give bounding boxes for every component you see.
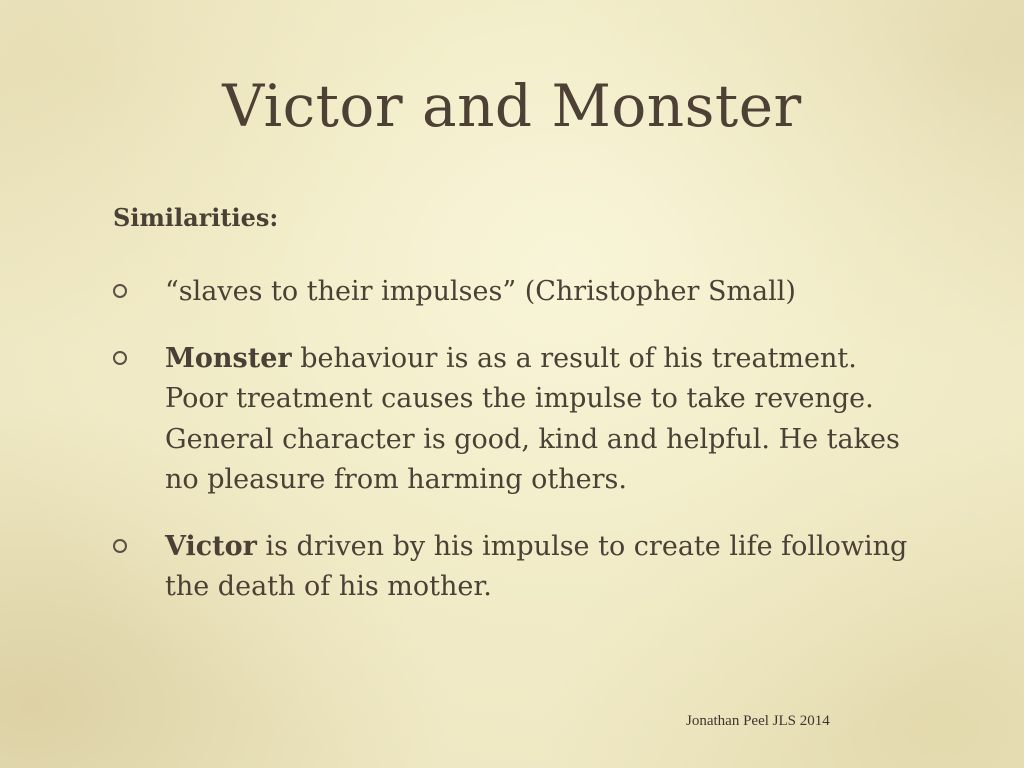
bullet-text: behaviour is as a result of his treatment. Poor treatment causes the impulse to take revenge. General character is good, kind and helpful. He takes no pleasure from harming others.: [165, 342, 900, 495]
bullet-item-1: [112, 272, 912, 313]
bullet-text: is driven by his impulse to create life following the death of his mother.: [165, 530, 908, 602]
footer-credit: Jonathan Peel JLS 2014: [686, 713, 830, 729]
hollow-circle-icon: [113, 284, 127, 298]
bullet-lead: Monster: [165, 342, 292, 374]
bullet-list: [112, 272, 912, 634]
bullet-text: “slaves to their impulses” (Christopher Small): [165, 276, 796, 307]
slide-title: Victor and Monster: [222, 72, 802, 140]
bullet-item-2: [112, 339, 912, 501]
subheading: Similarities:: [113, 203, 279, 232]
hollow-circle-icon: [113, 351, 127, 365]
hollow-circle-icon: [113, 539, 127, 553]
bullet-lead: Victor: [165, 530, 257, 562]
bullet-item-3: [112, 527, 912, 608]
